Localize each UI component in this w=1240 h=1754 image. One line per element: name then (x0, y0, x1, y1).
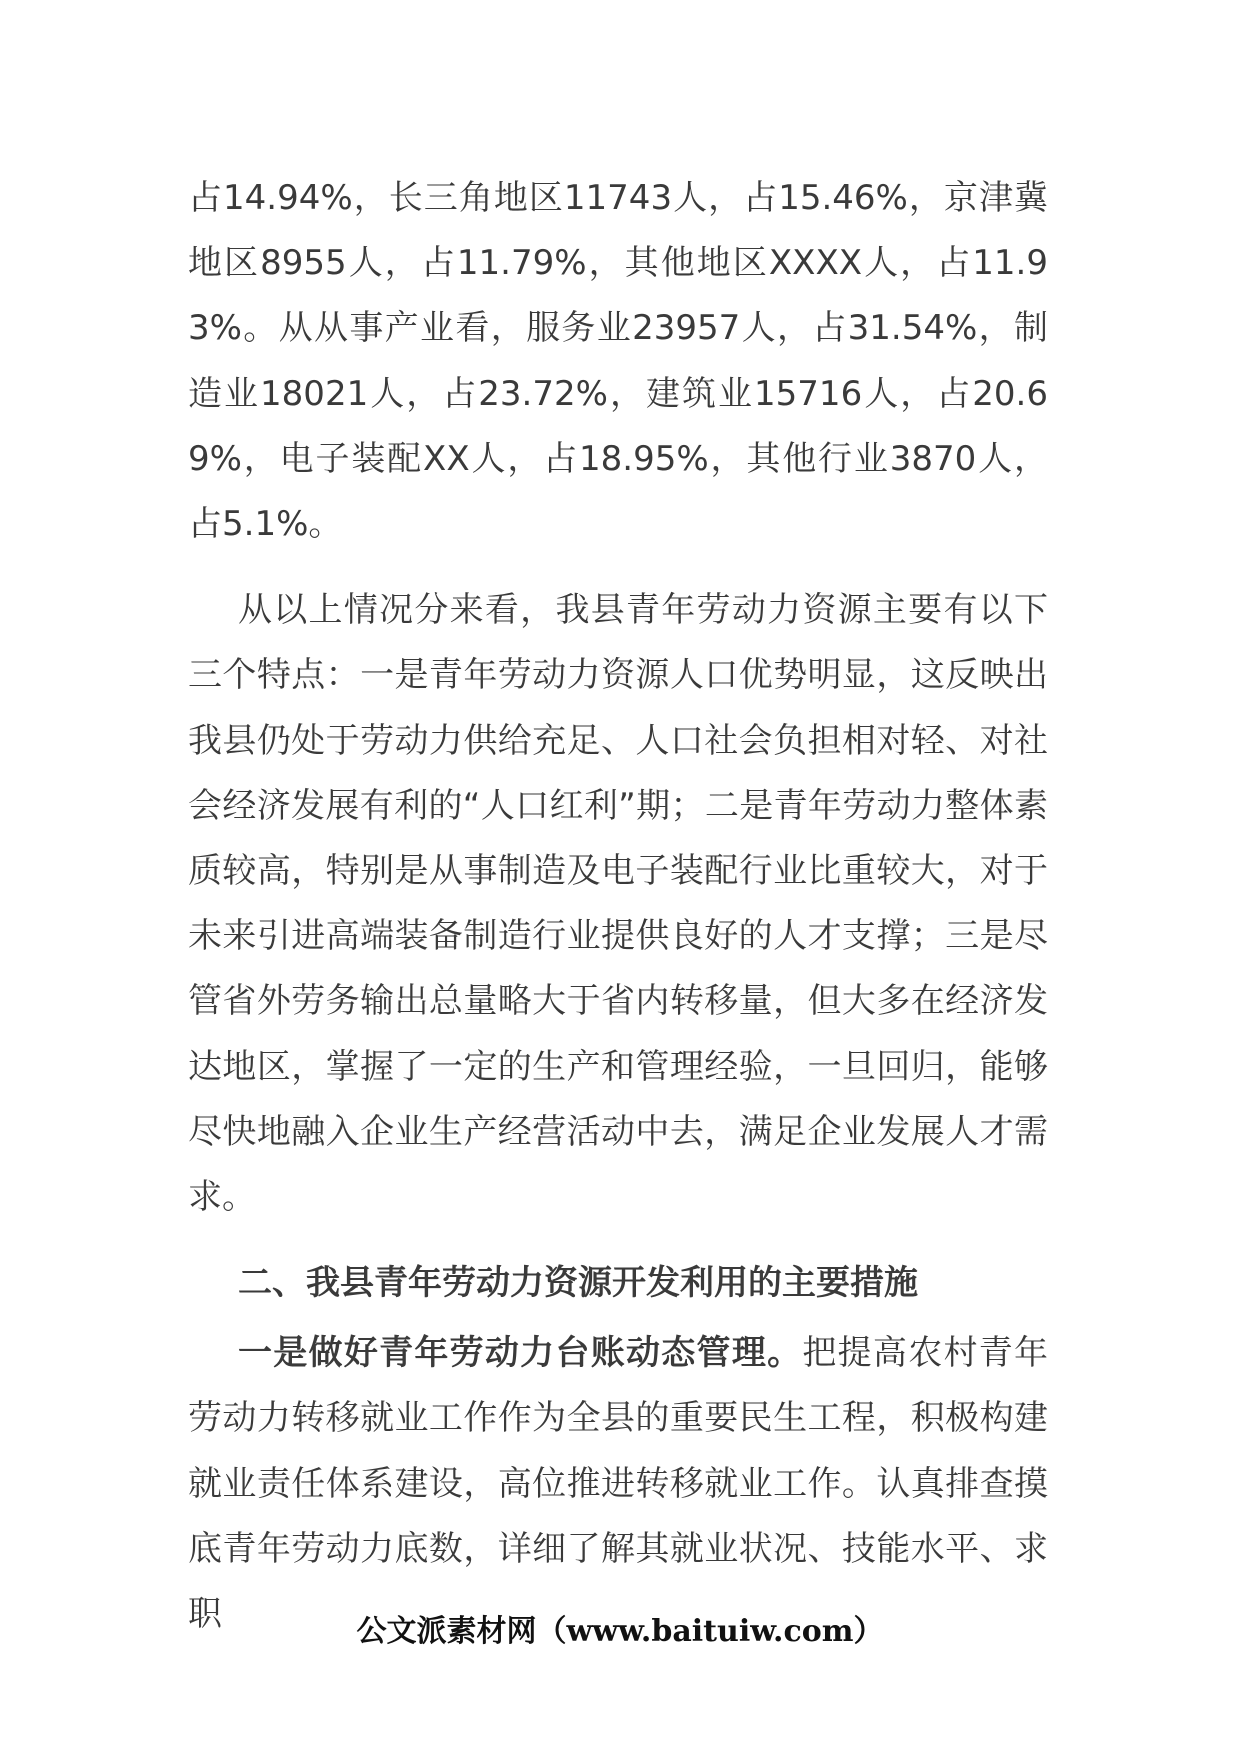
paragraph-statistics: 占14.94%，长三角地区11743人，占15.46%，京津冀地区8955人，占11.79%，其他地区XXXX人，占11.93%。从从事产业看，服务业23957人，占31.54%，制造业18021人，占23.72%，建筑业15716人，占20.69%，电子装配XX人，占18.95%，其他行业3870人，占5.1%。 (188, 178, 1048, 545)
paragraph-body: 把提高农村青年劳动力转移就业工作作为全县的重要民生工程，积极构建就业责任体系建设，高位推进转移就业工作。认真排查摸底青年劳动力底数，详细了解其就业状况、技能水平、求职 (188, 1333, 1049, 1635)
section-heading: 二、我县青年劳动力资源开发利用的主要措施 (238, 1263, 918, 1304)
paragraph-lead-bold: 一是做好青年劳动力台账动态管理。 (238, 1333, 803, 1374)
document-body (188, 166, 1048, 1647)
paragraph-characteristics: 从以上情况分来看，我县青年劳动力资源主要有以下三个特点：一是青年劳动力资源人口优势明显，这反映出我县仍处于劳动力供给充足、人口社会负担相对轻、对社会经济发展有利的“人口红利”期；二是青年劳动力整体素质较高，特别是从事制造及电子装配行业比重较大，对于未来引进高端装备制造行业提供良好的人才支撑；三是尽管省外劳务输出总量略大于省内转移量，但大多在经济发达地区，掌握了一定的生产和管理经验，一旦回归，能够尽快地融入企业生产经营活动中去，满足企业发展人才需求。 (188, 590, 1048, 1218)
paragraph-measure-one (188, 1321, 1048, 1647)
footer-watermark: 公文派素材网（www.baituiw.com） (356, 1614, 884, 1649)
